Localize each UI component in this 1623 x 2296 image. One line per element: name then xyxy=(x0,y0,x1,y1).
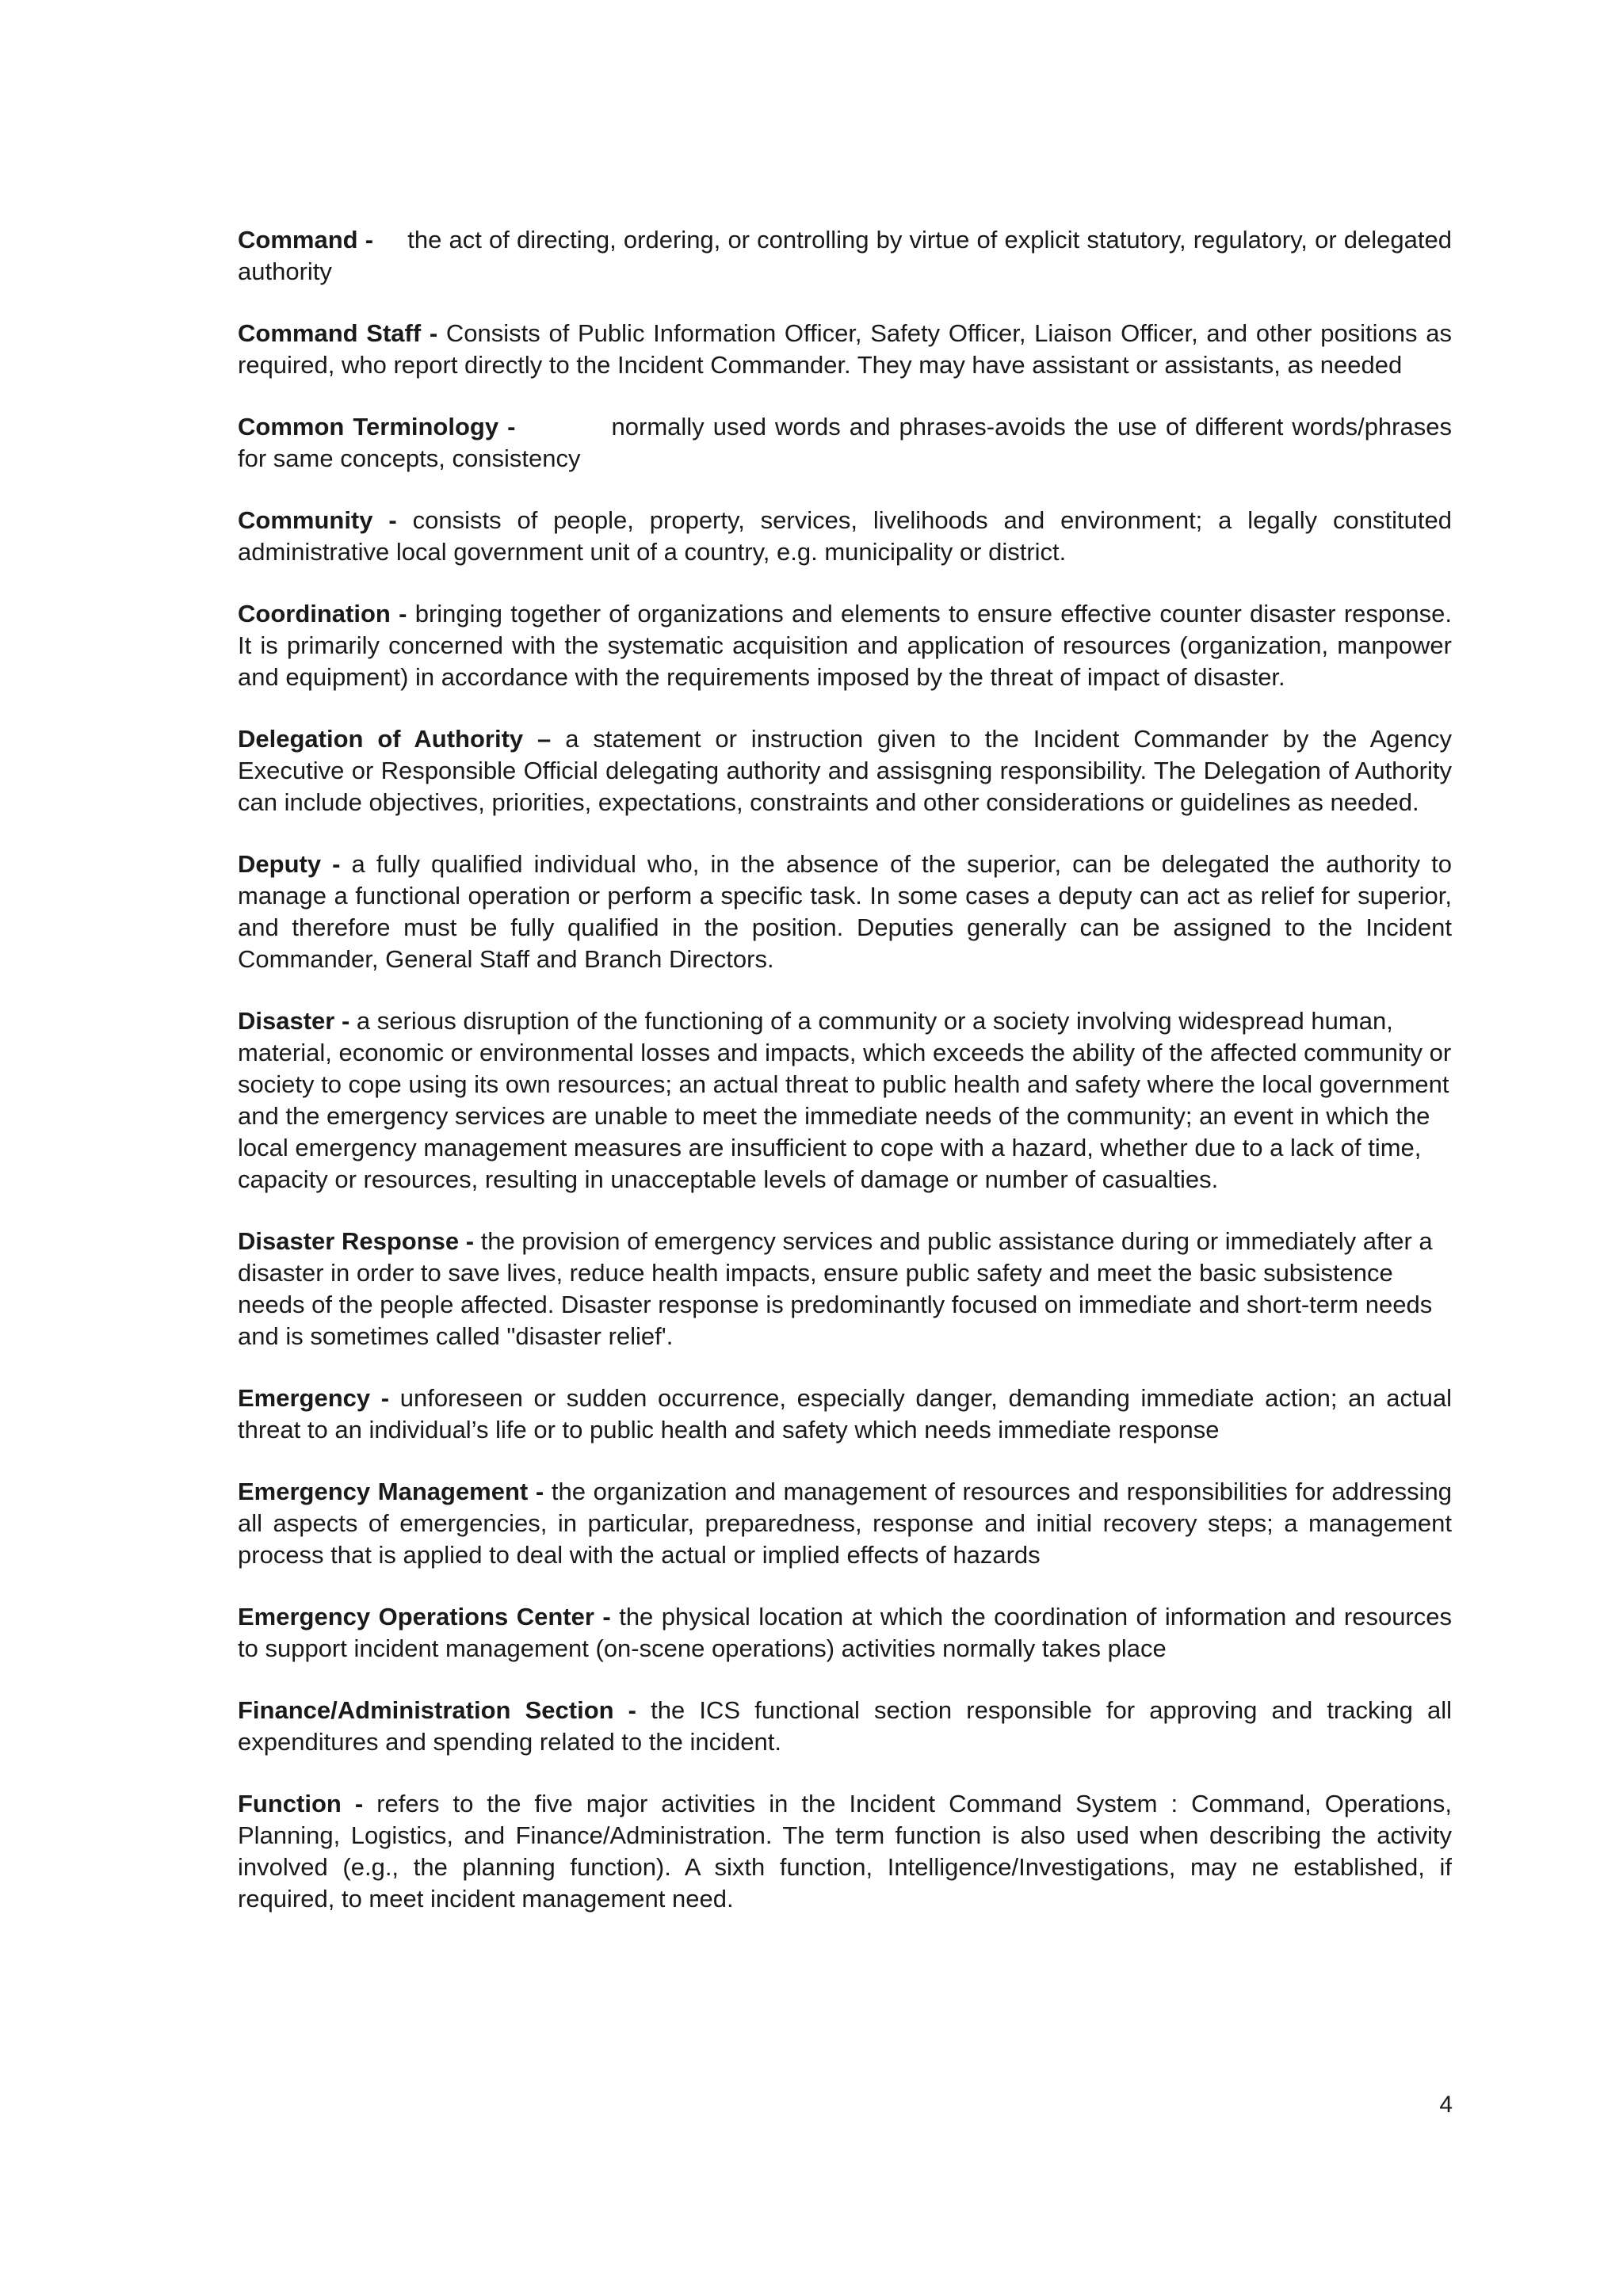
glossary-definition: normally used words and phrases-avoids the use of different words/phrases for same concepts, consistency xyxy=(238,413,1452,472)
term-separator: - xyxy=(321,850,352,878)
glossary-term: Deputy xyxy=(238,850,322,878)
glossary-definition: consists of people, property, services, livelihoods and environment; a legally constituted administrative local government unit of a country, e.g. municipality or district. xyxy=(238,506,1452,566)
glossary-definition: the physical location at which the coordination of information and resources to support incident management (on-scene operations) activities normally takes place xyxy=(238,1603,1452,1662)
glossary-definition: unforeseen or sudden occurrence, especially danger, demanding immediate action; an actual threat to an individual’s life or to public health and safety which needs immediate response xyxy=(238,1384,1452,1444)
glossary-entry-function xyxy=(238,1788,1452,1915)
glossary-entry-common-terminology xyxy=(238,411,1452,475)
glossary-term: Disaster Response xyxy=(238,1227,460,1255)
glossary-term: Emergency xyxy=(238,1384,371,1412)
term-separator: - xyxy=(357,226,381,254)
glossary-term: Command Staff xyxy=(238,319,422,347)
glossary-entry-disaster xyxy=(238,1005,1452,1196)
glossary-entry-deputy xyxy=(238,849,1452,975)
term-separator: - xyxy=(390,600,415,627)
term-separator: - xyxy=(334,1007,357,1035)
glossary-term: Command xyxy=(238,226,358,254)
term-separator: - xyxy=(341,1790,377,1817)
glossary-entry-emergency-operations-center xyxy=(238,1601,1452,1665)
glossary-term: Coordination xyxy=(238,600,391,627)
term-separator: - xyxy=(421,319,446,347)
glossary-entry-finance-administration-section xyxy=(238,1695,1452,1758)
term-separator: – xyxy=(523,725,566,753)
glossary-definition: Consists of Public Information Officer, Safety Officer, Liaison Officer, and other positions as required, who report directly to the Incident Commander. They may have assistant or assistants, as needed xyxy=(238,319,1452,379)
glossary-entry-emergency-management xyxy=(238,1476,1452,1571)
term-separator: - xyxy=(594,1603,620,1630)
glossary-entry-emergency xyxy=(238,1383,1452,1446)
glossary-definition: the act of directing, ordering, or controlling by virtue of explicit statutory, regulatory, or delegated authority xyxy=(238,226,1452,285)
glossary-definition: a statement or instruction given to the Incident Commander by the Agency Executive or Responsible Official delegating authority and assisgning responsibility. The Delegation of Authority can include objectives, priorities, expectations, constraints and other considerations or guidelines as needed. xyxy=(238,725,1452,816)
term-separator: - xyxy=(459,1227,481,1255)
glossary-entry-coordination xyxy=(238,598,1452,693)
glossary-entry-command-staff xyxy=(238,318,1452,381)
term-separator: - xyxy=(372,506,413,534)
glossary-definition: a serious disruption of the functioning of a community or a society involving widespread human, material, economic or environmental losses and impacts, which exceeds the ability of the affected community or society to cope using its own resources; an actual threat to public health and safety where the local government and the emergency services are unable to meet the immediate needs of the community; an event in which the local emergency management measures are insufficient to cope with a hazard, whether due to a lack of time, capacity or resources, resulting in unacceptable levels of damage or number of casualties. xyxy=(238,1007,1452,1193)
glossary-term: Disaster xyxy=(238,1007,335,1035)
glossary-entry-command xyxy=(238,224,1452,288)
glossary-definition: refers to the five major activities in the Incident Command System : Command, Operations, Planning, Logistics, and Finance/Administration. The term function is also used when describing the activity involved (e.g., the planning function). A sixth function, Intelligence/Investigations, may ne established, if required, to meet incident management need. xyxy=(238,1790,1452,1913)
glossary-term: Finance/Administration Section xyxy=(238,1696,614,1724)
glossary-definition: the organization and management of resources and responsibilities for addressing all aspects of emergencies, in particular, preparedness, response and initial recovery steps; a management process that is applied to deal with the actual or implied effects of hazards xyxy=(238,1478,1452,1569)
glossary-entry-delegation-of-authority xyxy=(238,723,1452,818)
glossary-definition: bringing together of organizations and elements to ensure effective counter disaster response. It is primarily concerned with the systematic acquisition and application of resources (organization, manpower and equipment) in accordance with the requirements imposed by the threat of impact of disaster. xyxy=(238,600,1452,691)
glossary-definition: the ICS functional section responsible for approving and tracking all expenditures and spending related to the incident. xyxy=(238,1696,1452,1756)
glossary-term: Community xyxy=(238,506,373,534)
term-separator: - xyxy=(613,1696,651,1724)
page-number: 4 xyxy=(1439,2092,1453,2118)
glossary-definition: a fully qualified individual who, in the absence of the superior, can be delegated the authority to manage a functional operation or perform a specific task. In some cases a deputy can act as relief for superior, and therefore must be fully qualified in the position. Deputies generally can be assigned to the Incident Commander, General Staff and Branch Directors. xyxy=(238,850,1452,973)
term-separator: - xyxy=(498,413,525,441)
glossary-list xyxy=(238,224,1452,1945)
glossary-entry-disaster-response xyxy=(238,1226,1452,1352)
glossary-term: Emergency Management xyxy=(238,1478,529,1505)
glossary-entry-community xyxy=(238,505,1452,568)
glossary-term: Delegation of Authority xyxy=(238,725,524,753)
glossary-definition: the provision of emergency services and public assistance during or immediately after a disaster in order to save lives, reduce health impacts, ensure public safety and meet the basic subsistence needs of the people affected. Disaster response is predominantly focused on immediate and short-term needs and is sometimes called "disaster relief'. xyxy=(238,1227,1433,1350)
term-separator: - xyxy=(370,1384,400,1412)
glossary-term: Emergency Operations Center xyxy=(238,1603,594,1630)
glossary-term: Common Terminology xyxy=(238,413,499,441)
glossary-term: Function xyxy=(238,1790,342,1817)
term-separator: - xyxy=(528,1478,552,1505)
